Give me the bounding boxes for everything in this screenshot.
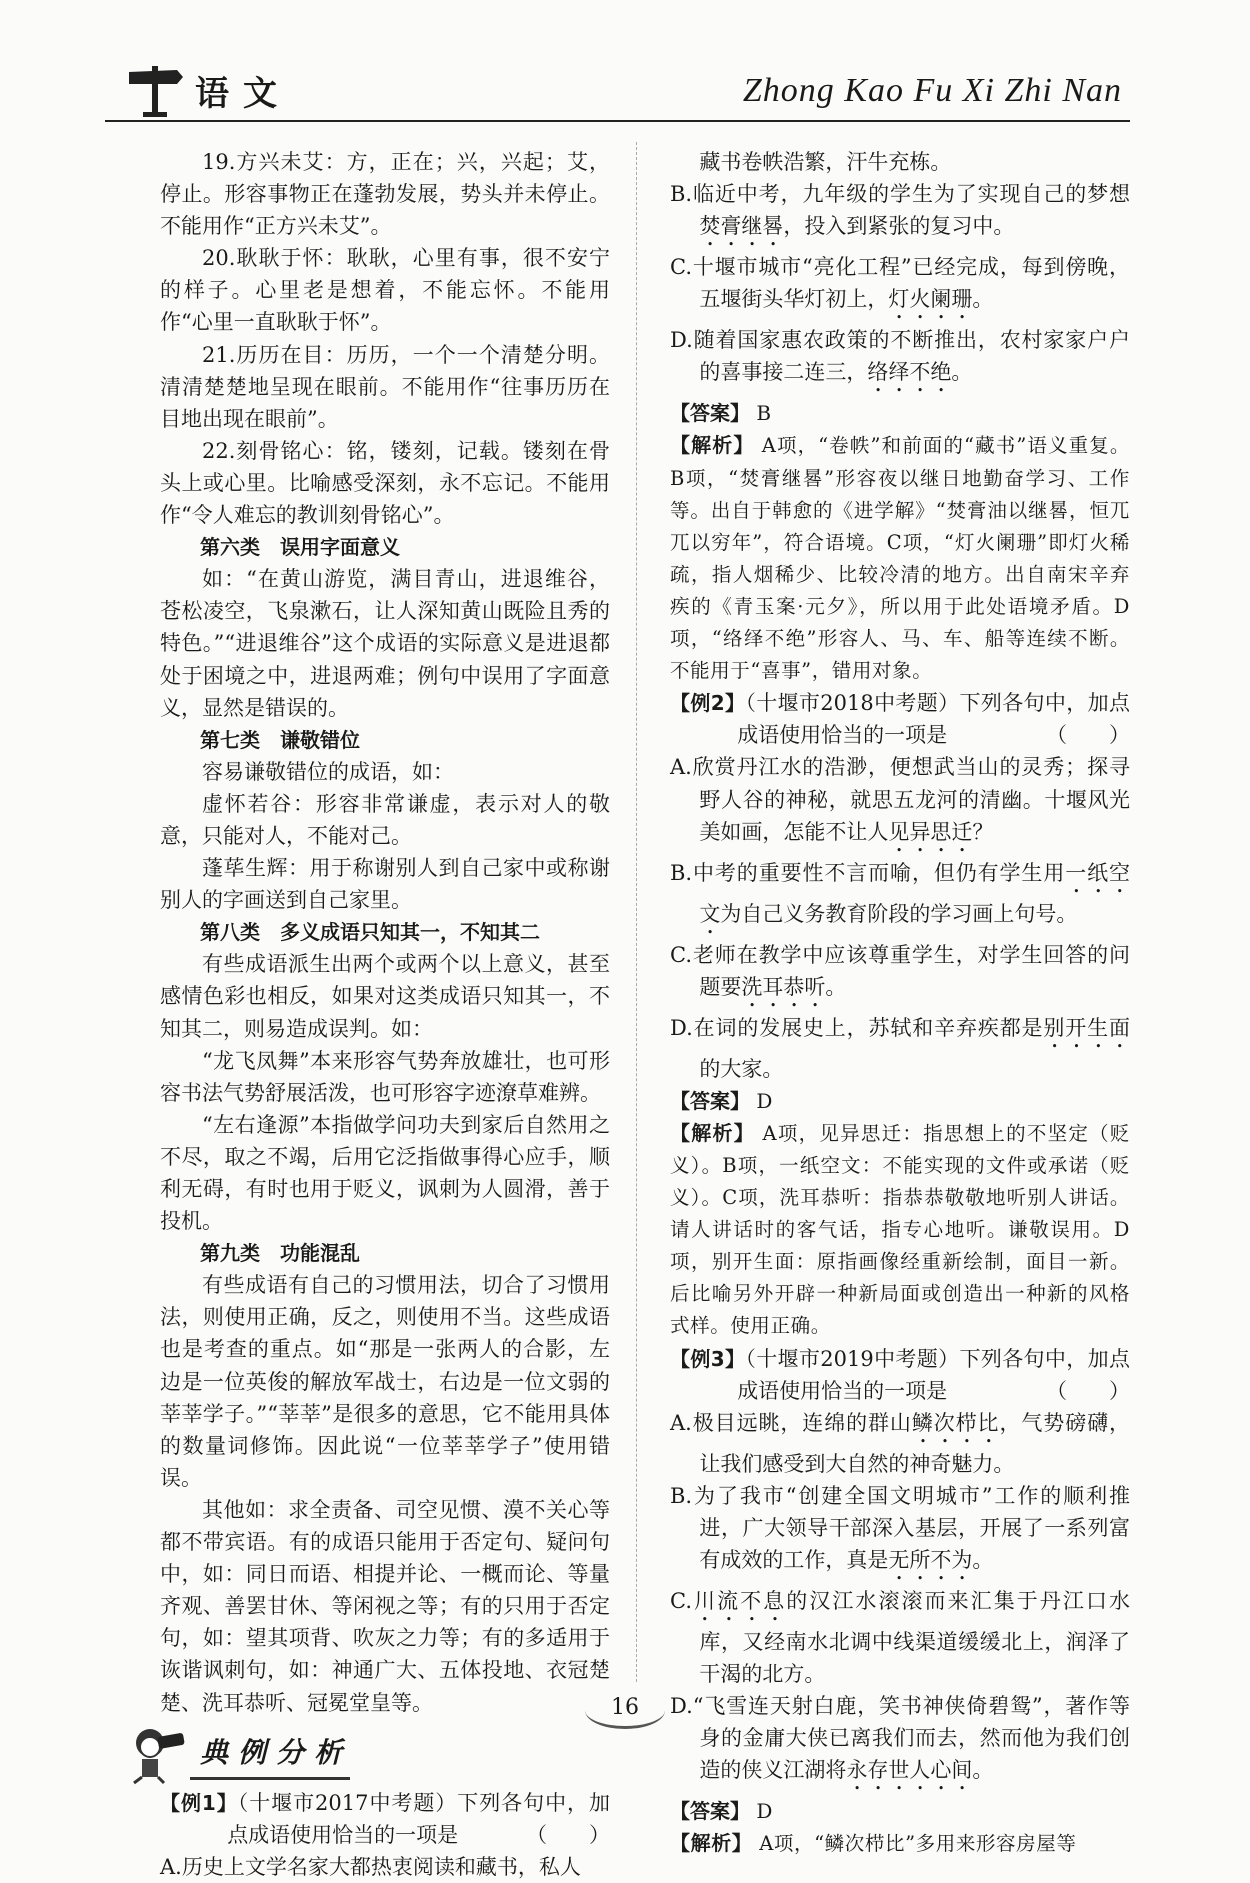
category-7-item-2: 蓬荜生辉：用于称谢别人到自己家中或称谢别人的字画送到自己家里。 (160, 856, 610, 913)
subject-title: 语文 (195, 74, 291, 114)
answer-blank: （ ） (1046, 723, 1130, 748)
example-2-stem: 【例2】（十堰市2018中考题）下列各句中，加点成语使用恰当的一项是 （ ） (670, 687, 1130, 751)
answer-blank: （ ） (1046, 1378, 1130, 1403)
item-20: 20.耿耿于怀：耿耿，心里有事，很不安宁的样子。心里老是想着，不能忘怀。不能用作“心里一直耿耿于怀”。 (160, 246, 610, 335)
section-heading (160, 1721, 610, 1785)
example-1-option-d: D.随着国家惠农政策的不断推出，农村家家户户的喜事接二连三，络绎不绝。 (670, 328, 1130, 385)
example-2-answer: 【答案】 D (670, 1088, 773, 1113)
category-7-heading: 第七类 谦敬错位 (200, 727, 360, 752)
example-1-option-c: C.十堰市城市“亮化工程”已经完成，每到傍晚，五堰街头华灯初上，灯火阑珊。 (670, 255, 1130, 312)
answer-blank: （ ） (526, 1822, 610, 1847)
item-21: 21.历历在目：历历，一个一个清楚分明。清清楚楚地呈现在眼前。不能用作“往事历历在目地出现在眼前”。 (160, 342, 610, 431)
example-2-option-d: D.在词的发展史上，苏轼和辛弃疾都是别开生面的大家。 (670, 1015, 1131, 1081)
example-2-analysis: 【解析】 A项，见异思迁：指思想上的不坚定（贬义）。B项，一纸空文：不能实现的文件或承诺（贬义）。C项，洗耳恭听：指恭恭敬敬地听别人讲话。请人讲话时的客气话，指专心地听。谦敬误用。D项，别开生面：原指画像经重新绘制，面目一新。后比喻另外开辟一种新局面或创造出一种新的风格式样。使用正确。 (670, 1120, 1130, 1338)
example-3-option-c: C.川流不息的汉江水滚滚而来汇集于丹江口水库，又经南水北调中线渠道缓缓北上，润泽了干渴的北方。 (670, 1589, 1131, 1687)
example-1-stem: 【例1】（十堰市2017中考题）下列各句中，加点成语使用恰当的一项是 （ ） (160, 1787, 610, 1851)
example-1-option-a-cont: 藏书卷帙浩繁，汗牛充栋。 (699, 150, 952, 174)
category-8-heading: 第八类 多义成语只知其一，不知其二 (200, 920, 540, 945)
example-3-stem: 【例3】（十堰市2019中考题）下列各句中，加点成语使用恰当的一项是 （ ） (670, 1343, 1130, 1407)
left-column (160, 146, 610, 1883)
example-3-analysis: 【解析】 A项，“鳞次栉比”多用来形容房屋等 (670, 1831, 1077, 1856)
header-rule (105, 120, 1130, 122)
category-8-intro: 有些成语派生出两个或两个以上意义，甚至感情色彩也相反，如果对这类成语只知其一，不知其二，则易造成误判。如： (160, 952, 610, 1041)
item-19: 19.方兴未艾：方，正在；兴，兴起；艾，停止。形容事物正在蓬勃发展，势头并未停止。不能用作“正方兴未艾”。 (160, 150, 610, 239)
example-2-option-a: A.欣赏丹江水的浩渺，便想武当山的灵秀；探寻野人谷的神秘，就思五龙河的清幽。十堰风光美如画，怎能不让人见异思迁？ (670, 755, 1130, 844)
example-2-option-b: B.中考的重要性不言而喻，但仍有学生用一纸空文为自己义务教育阶段的学习画上句号。 (670, 860, 1131, 926)
category-6-heading: 第六类 误用字面意义 (200, 535, 400, 560)
category-8-item-1: “龙飞凤舞”本来形容气势奔放雄壮，也可形容书法气势舒展活泼，也可形容字迹潦草难辨。 (160, 1048, 610, 1105)
category-6-text: 如：“在黄山游览，满目青山，进退维谷，苍松凌空，飞泉漱石，让人深知黄山既险且秀的特色。”“进退维谷”这个成语的实际意义是进退都处于困境之中，进退两难；例句中误用了字面意义，显然是错误的。 (160, 567, 610, 720)
category-9-text-1: 有些成语有自己的习惯用法，切合了习惯用法，则使用正确，反之，则使用不当。这些成语也是考查的重点。如“那是一张两人的合影，左边是一位英俊的解放军战士，右边是一位文弱的莘莘学子。”“莘莘”是很多的意思，它不能用具体的数量词修饰。因此说“一位莘莘学子”使用错误。 (160, 1273, 610, 1490)
column-divider (636, 142, 637, 1682)
example-3-option-d: D.“飞雪连天射白鹿，笑书神侠倚碧鸳”，著作等身的金庸大侠已离我们而去，然而他为我们创造的侠义江湖将永存世人心间。 (670, 1694, 1130, 1783)
page-header (105, 52, 1130, 122)
page-number: 16 (585, 1688, 665, 1728)
item-22: 22.刻骨铭心：铭，镂刻，记载。镂刻在骨头上或心里。比喻感受深刻，永不忘记。不能用作“令人难忘的教训刻骨铭心”。 (160, 438, 610, 528)
section-underline (190, 1777, 350, 1780)
right-column (670, 146, 1130, 1861)
example-1-answer: 【答案】 B (670, 401, 772, 426)
signpost-icon (125, 62, 185, 118)
category-9-heading: 第九类 功能混乱 (200, 1241, 360, 1266)
example-1-analysis: 【解析】 A项，“卷帙”和前面的“藏书”语义重复。B项，“焚膏继晷”形容夜以继日地勤奋学习、工作等。出自于韩愈的《进学解》“焚膏油以继晷，恒兀兀以穷年”，符合语境。C项，“灯火阑珊”即灯火稀疏，指人烟稀少、比较冷清的地方。出自南宋辛弃疾的《青玉案·元夕》，所以用于此处语境矛盾。D项，“络绎不绝”形容人、马、车、船等连续不断。不能用于“喜事”，错用对象。 (670, 433, 1130, 683)
section-title: 典例分析 (200, 1735, 353, 1769)
example-3-option-a: A.极目远眺，连绵的群山鳞次栉比，气势磅礴，让我们感受到大自然的神奇魅力。 (670, 1410, 1131, 1476)
book-title: Zhong Kao Fu Xi Zhi Nan (742, 72, 1122, 109)
example-2-option-c: C.老师在教学中应该尊重学生，对学生回答的问题要洗耳恭听。 (670, 942, 1130, 999)
mascot-telescope-icon (120, 1721, 190, 1785)
example-1-option-b: B.临近中考，九年级的学生为了实现自己的梦想焚膏继晷，投入到紧张的复习中。 (670, 182, 1130, 239)
category-7-intro: 容易谦敬错位的成语，如： (202, 759, 454, 784)
example-1-option-a: A.历史上文学名家大都热衷阅读和藏书，私人 (160, 1854, 581, 1879)
category-9-text-2: 其他如：求全责备、司空见惯、漠不关心等都不带宾语。有的成语只能用于否定句、疑问句中，如：同日而语、相提并论、一概而论、等量齐观、善罢甘休、等闲视之等；有的只用于否定句，如：望其项背、吹灰之力等；有的多适用于诙谐讽刺句，如：神通广大、五体投地、衣冠楚楚、洗耳恭听、冠冕堂皇等。 (160, 1497, 610, 1715)
example-3-answer: 【答案】 D (670, 1799, 773, 1824)
category-8-item-2: “左右逢源”本指做学问功夫到家后自然用之不尽，取之不竭，后用它泛指做事得心应手，顺利无碍，有时也用于贬义，讽刺为人圆滑，善于投机。 (160, 1112, 610, 1234)
category-7-item-1: 虚怀若谷：形容非常谦虚，表示对人的敬意，只能对人，不能对己。 (160, 791, 610, 848)
example-3-option-b: B.为了我市“创建全国文明城市”工作的顺利推进，广大领导干部深入基层，开展了一系列富有成效的工作，真是无所不为。 (670, 1483, 1130, 1572)
